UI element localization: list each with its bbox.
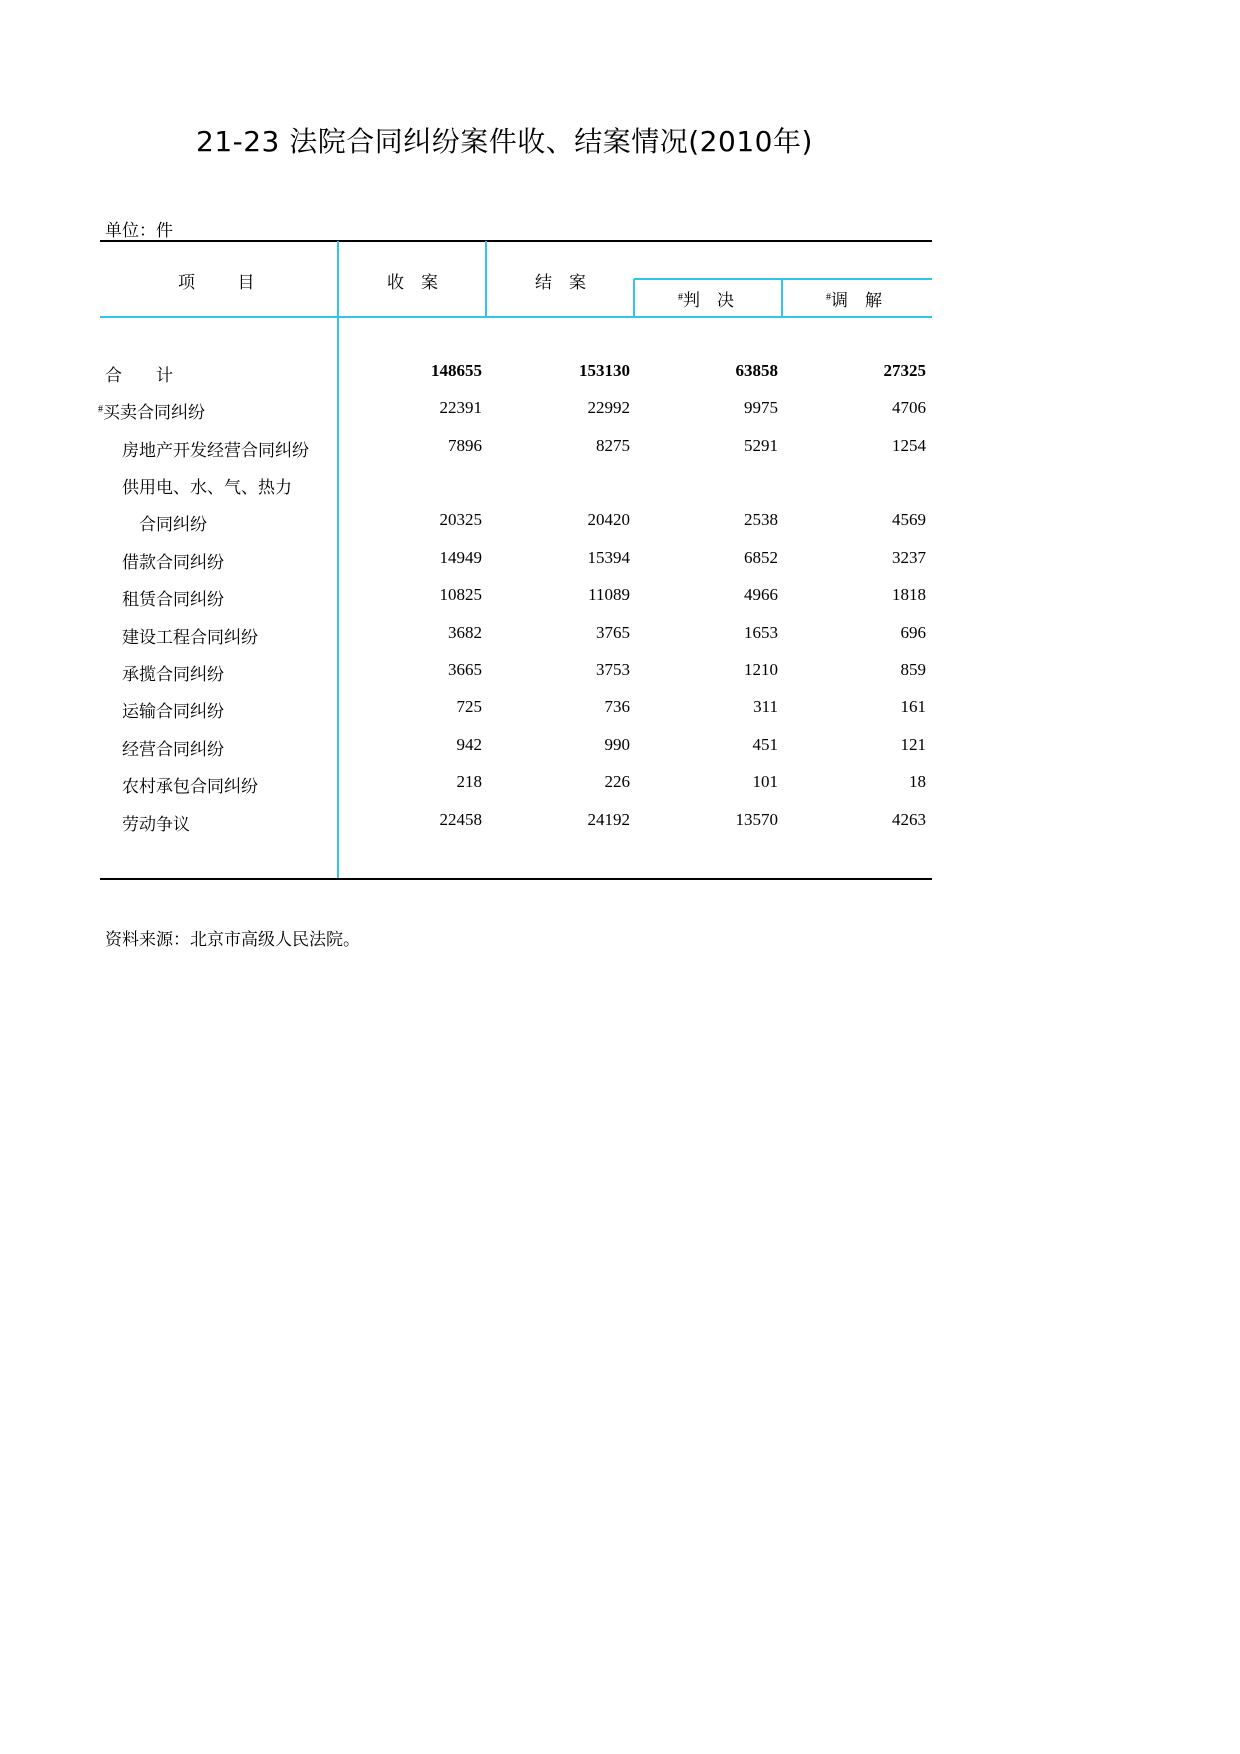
cell-mediation: 696 [900, 623, 926, 642]
cell-received: 22458 [439, 810, 482, 829]
table-row [0, 623, 1240, 660]
row-label [122, 436, 309, 461]
header-divider-closed [633, 279, 635, 316]
table-row [0, 660, 1240, 697]
table-top-rule [100, 240, 932, 242]
table-row [0, 697, 1240, 734]
table-row [0, 510, 1240, 547]
header-mediation-mark: # [826, 292, 831, 303]
row-label-text: 经营合同纠纷 [122, 740, 224, 759]
row-label-text: 农村承包合同纠纷 [122, 777, 258, 796]
row-label [122, 623, 258, 648]
cell-closed: 736 [604, 697, 630, 716]
table-row [0, 810, 1240, 847]
cell-judgment: 1653 [744, 623, 778, 642]
header-divider-received [485, 241, 487, 316]
cell-closed: 22992 [587, 398, 630, 417]
header-mediation-label: 调 解 [831, 291, 882, 310]
cell-closed: 226 [604, 772, 630, 791]
cell-judgment: 2538 [744, 510, 778, 529]
table-bottom-rule [100, 878, 932, 880]
row-label [105, 361, 173, 386]
row-label-text: 承揽合同纠纷 [122, 665, 224, 684]
row-label [122, 548, 224, 573]
cell-received: 725 [456, 697, 482, 716]
cell-mediation: 27325 [883, 361, 926, 380]
row-label [98, 398, 205, 423]
row-label-text: 建设工程合同纠纷 [122, 628, 258, 647]
cell-received: 22391 [439, 398, 482, 417]
table-row [0, 473, 1240, 510]
table-row [0, 585, 1240, 622]
subheader-rule [634, 278, 932, 280]
cell-closed: 8275 [596, 436, 630, 455]
header-divider-judgment [781, 279, 783, 316]
header-bottom-rule [100, 316, 932, 318]
cell-received: 218 [456, 772, 482, 791]
cell-judgment: 311 [753, 697, 778, 716]
source-note: 资料来源：北京市高级人民法院。 [105, 930, 360, 949]
cell-received: 14949 [439, 548, 482, 567]
table-row [0, 548, 1240, 585]
cell-received: 942 [456, 735, 482, 754]
cell-closed: 11089 [588, 585, 630, 604]
cell-mediation: 161 [900, 697, 926, 716]
row-label-text: 供用电、水、气、热力 [122, 478, 292, 497]
cell-judgment: 1210 [744, 660, 778, 679]
cell-closed: 3765 [596, 623, 630, 642]
row-label [122, 585, 224, 610]
header-judgment-label: 判 决 [683, 291, 734, 310]
header-mediation [826, 286, 882, 311]
cell-mediation: 859 [900, 660, 926, 679]
cell-mediation: 1254 [892, 436, 926, 455]
header-judgment [678, 286, 734, 311]
cell-closed: 990 [604, 735, 630, 754]
table-row [0, 361, 1240, 398]
cell-judgment: 4966 [744, 585, 778, 604]
table-row [0, 735, 1240, 772]
cell-received: 20325 [439, 510, 482, 529]
table-row [0, 772, 1240, 809]
row-mark: # [98, 404, 103, 415]
row-label [122, 697, 224, 722]
row-label-text: 买卖合同纠纷 [103, 403, 205, 422]
cell-judgment: 101 [752, 772, 778, 791]
cell-received: 3665 [448, 660, 482, 679]
cell-closed: 3753 [596, 660, 630, 679]
header-divider-item [337, 241, 339, 316]
cell-closed: 153130 [579, 361, 630, 380]
row-label-text: 租赁合同纠纷 [122, 590, 224, 609]
unit-label: 单位：件 [105, 221, 173, 240]
cell-mediation: 18 [909, 772, 926, 791]
header-received: 收 案 [387, 273, 438, 292]
cell-received: 148655 [431, 361, 482, 380]
cell-judgment: 451 [752, 735, 778, 754]
cell-mediation: 121 [900, 735, 926, 754]
cell-mediation: 4706 [892, 398, 926, 417]
row-label [122, 772, 258, 797]
cell-closed: 15394 [587, 548, 630, 567]
table-row [0, 436, 1240, 473]
row-label-text: 房地产开发经营合同纠纷 [122, 441, 309, 460]
table-row [0, 398, 1240, 435]
row-label-text: 合同纠纷 [139, 515, 207, 534]
cell-judgment: 5291 [744, 436, 778, 455]
cell-judgment: 63858 [735, 361, 778, 380]
header-judgment-mark: # [678, 292, 683, 303]
page-title: 21-23 法院合同纠纷案件收、结案情况(2010年) [196, 125, 813, 158]
row-label-text: 运输合同纠纷 [122, 702, 224, 721]
row-label [122, 810, 190, 835]
row-label [122, 660, 224, 685]
row-label [122, 473, 292, 498]
cell-mediation: 3237 [892, 548, 926, 567]
row-label [122, 735, 224, 760]
header-item: 项 目 [178, 273, 255, 292]
cell-received: 10825 [439, 585, 482, 604]
cell-received: 3682 [448, 623, 482, 642]
header-closed: 结 案 [535, 273, 586, 292]
cell-closed: 20420 [587, 510, 630, 529]
row-label-text: 合 计 [105, 366, 173, 385]
cell-closed: 24192 [587, 810, 630, 829]
cell-judgment: 9975 [744, 398, 778, 417]
row-label-text: 借款合同纠纷 [122, 553, 224, 572]
cell-received: 7896 [448, 436, 482, 455]
cell-mediation: 4263 [892, 810, 926, 829]
row-label-text: 劳动争议 [122, 815, 190, 834]
cell-mediation: 1818 [892, 585, 926, 604]
row-label [139, 510, 207, 535]
cell-judgment: 6852 [744, 548, 778, 567]
cell-mediation: 4569 [892, 510, 926, 529]
cell-judgment: 13570 [735, 810, 778, 829]
